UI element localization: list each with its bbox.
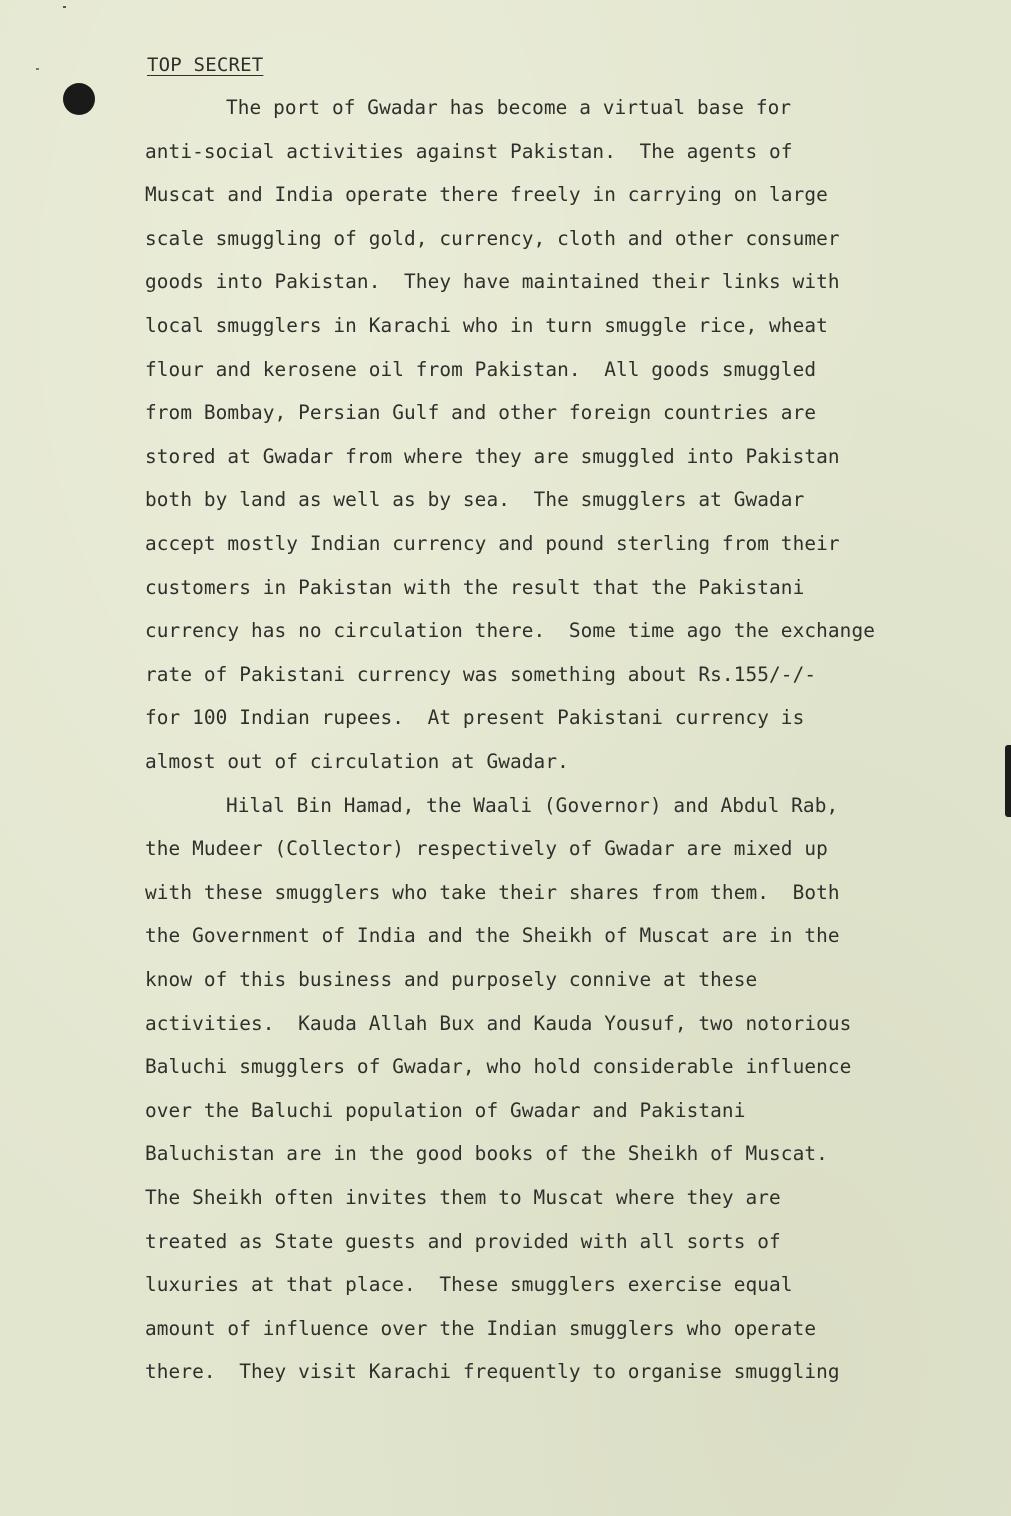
text-line: the Government of India and the Sheikh of Muscat are in the bbox=[145, 924, 840, 947]
text-line: scale smuggling of gold, currency, cloth and other consumer bbox=[145, 227, 840, 250]
text-line: flour and kerosene oil from Pakistan. All goods smuggled bbox=[145, 358, 817, 381]
text-line: amount of influence over the Indian smugglers who operate bbox=[145, 1317, 817, 1340]
text-line: activities. Kauda Allah Bux and Kauda Yousuf, two notorious bbox=[145, 1012, 852, 1035]
text-line: anti-social activities against Pakistan. The agents of bbox=[145, 140, 793, 163]
text-line: there. They visit Karachi frequently to organise smuggling bbox=[145, 1360, 840, 1383]
text-line: The Sheikh often invites them to Muscat where they are bbox=[145, 1186, 781, 1209]
binding-clip-mark bbox=[1005, 745, 1011, 817]
text-line: currency has no circulation there. Some time ago the exchange bbox=[145, 619, 875, 642]
text-line: local smugglers in Karachi who in turn smuggle rice, wheat bbox=[145, 314, 828, 337]
text-line: Baluchi smugglers of Gwadar, who hold considerable influence bbox=[145, 1055, 852, 1078]
text-line: know of this business and purposely connive at these bbox=[145, 968, 758, 991]
text-line: rate of Pakistani currency was something about Rs.155/-/- bbox=[145, 663, 817, 686]
text-line: accept mostly Indian currency and pound sterling from their bbox=[145, 532, 840, 555]
text-line: luxuries at that place. These smugglers exercise equal bbox=[145, 1273, 793, 1296]
paper-speck bbox=[36, 68, 39, 70]
text-line: Baluchistan are in the good books of the Sheikh of Muscat. bbox=[145, 1142, 828, 1165]
text-line: for 100 Indian rupees. At present Pakistani currency is bbox=[145, 706, 805, 729]
classification-heading: TOP SECRET bbox=[147, 54, 264, 76]
text-line: customers in Pakistan with the result that the Pakistani bbox=[145, 576, 805, 599]
text-line: the Mudeer (Collector) respectively of Gwadar are mixed up bbox=[145, 837, 828, 860]
text-line: from Bombay, Persian Gulf and other foreign countries are bbox=[145, 401, 817, 424]
text-line: Muscat and India operate there freely in carrying on large bbox=[145, 183, 828, 206]
text-line: The port of Gwadar has become a virtual base for bbox=[226, 96, 792, 119]
text-line: treated as State guests and provided with all sorts of bbox=[145, 1230, 781, 1253]
text-line: Hilal Bin Hamad, the Waali (Governor) and Abdul Rab, bbox=[226, 794, 839, 817]
text-line: with these smugglers who take their shares from them. Both bbox=[145, 881, 840, 904]
text-line: both by land as well as by sea. The smugglers at Gwadar bbox=[145, 488, 805, 511]
text-line: almost out of circulation at Gwadar. bbox=[145, 750, 569, 773]
paper-speck bbox=[63, 6, 66, 8]
punch-hole bbox=[63, 83, 95, 115]
text-line: goods into Pakistan. They have maintained their links with bbox=[145, 270, 840, 293]
text-line: stored at Gwadar from where they are smuggled into Pakistan bbox=[145, 445, 840, 468]
text-line: over the Baluchi population of Gwadar and Pakistani bbox=[145, 1099, 746, 1122]
